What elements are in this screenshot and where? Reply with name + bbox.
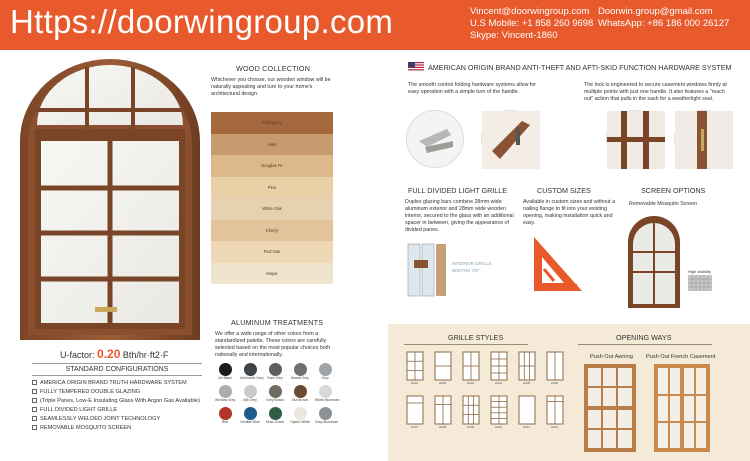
hardware-hinge-image (406, 110, 464, 168)
screen-options-description: Removable Mosquito Screen (629, 201, 698, 207)
contact-skype: Skype: Vincent-1860 (470, 30, 558, 41)
grille-pattern-icon (546, 351, 564, 381)
wood-collection-title: WOOD COLLECTION (236, 64, 311, 73)
grille-code: G002 (438, 381, 447, 385)
grille-pattern-icon (518, 395, 536, 425)
grille-code: G004 (494, 381, 503, 385)
aluminum-color-item (265, 385, 285, 402)
grille-style-item (404, 395, 425, 429)
color-swatch (319, 407, 332, 420)
grille-style-item (516, 351, 537, 385)
grille-code: G003 (466, 381, 475, 385)
header-banner (0, 0, 750, 50)
standard-configurations (32, 363, 202, 433)
grille-style-item (404, 351, 425, 385)
screen-window-image (624, 212, 684, 312)
screen-options-title: SCREEN OPTIONS (641, 186, 706, 195)
opening-option-awning: Push Out Awning (590, 354, 633, 360)
color-name: Nut Brown (292, 398, 308, 402)
color-swatch (269, 363, 282, 376)
color-name: Grey (321, 376, 329, 380)
color-name: Silk Grey (243, 398, 257, 402)
hardware-lock-image (606, 110, 664, 168)
color-name: Moss Green (265, 420, 285, 424)
grille-code: G009 (466, 425, 475, 429)
contact-mobile: U.S Mobile: +1 858 260 9698 (470, 18, 594, 29)
color-name: Oyster White (290, 420, 310, 424)
grille-cross-section-image (404, 240, 454, 300)
color-name: Dark Grey (267, 376, 283, 380)
grille-code: G010 (494, 425, 503, 429)
color-swatch (294, 363, 307, 376)
aluminum-color-item (265, 363, 285, 380)
checkbox-icon (32, 416, 37, 421)
custom-sizes-description: Available in custom sizes and without a nailing flange to fit into your existing opening, making installation quick and easy. (523, 199, 616, 226)
grille-style-item (488, 351, 509, 385)
wood-swatch: Douglas Fir (211, 155, 333, 177)
color-name: Basalt Grey (291, 376, 309, 380)
french-casement-window-image (650, 362, 714, 454)
standard-configurations-title: STANDARD CONFIGURATIONS (32, 363, 202, 376)
aluminum-color-item (215, 407, 235, 424)
color-swatch (269, 407, 282, 420)
wood-swatch: Alder (211, 134, 333, 156)
grille-style-item (516, 395, 537, 429)
aluminum-color-item (240, 385, 260, 402)
grille-pattern-icon (434, 395, 452, 425)
color-swatch (269, 385, 282, 398)
awning-window-image (582, 362, 638, 454)
checkbox-icon (32, 398, 37, 403)
grille-code: G005 (522, 381, 531, 385)
grille-feature-description: Duplex glazing bars combine 28mm wide aluminum exterior and 28mm wide wooden interior, secured to the glass with an additional spacer in between, giving the appearance of divided panes. (405, 199, 514, 233)
checkbox-icon (32, 407, 37, 412)
wood-swatch: White Oak (211, 198, 333, 220)
hardware-description-left: The smooth control folding hardware systems allow for easy operation with a simple turn of the handle. (408, 82, 537, 95)
color-swatch (294, 385, 307, 398)
color-swatch (244, 407, 257, 420)
grille-style-item (460, 395, 481, 429)
grille-pattern-icon (518, 351, 536, 381)
wood-swatch: Mahogany (211, 112, 333, 134)
color-swatch (244, 385, 257, 398)
aluminum-color-item (265, 407, 285, 424)
color-name: White Aluminum (315, 398, 340, 402)
grille-pattern-icon (546, 395, 564, 425)
grille-code: G001 (410, 381, 419, 385)
aluminum-treatments-description: We offer a wide range of other colors from a standardized palette. These colors are carefully selected based on the most popular choices both nationally and internationally. (215, 331, 331, 358)
color-swatch (319, 385, 332, 398)
grille-pattern-icon (490, 395, 508, 425)
grille-pattern-icon (462, 395, 480, 425)
divider (578, 344, 712, 345)
aluminum-color-item (215, 385, 235, 402)
grille-pattern-icon (406, 351, 424, 381)
color-name: Anthracite Grey (240, 376, 264, 380)
aluminum-color-item (315, 363, 335, 380)
color-name: Gentian Blue (240, 420, 260, 424)
color-swatch (294, 407, 307, 420)
grille-style-item (460, 351, 481, 385)
color-name: Window Grey (215, 398, 236, 402)
color-swatch (319, 363, 332, 376)
u-factor-unit: Bth/hr·ft2·F (122, 350, 169, 360)
grille-pattern-icon (406, 395, 424, 425)
grille-feature-title: FULL DIVIDED LIGHT GRILLE (408, 186, 508, 195)
grille-styles-grid (404, 351, 565, 429)
grille-code: G012 (550, 425, 559, 429)
grille-code: G006 (550, 381, 559, 385)
divider (404, 344, 528, 345)
grille-style-item (432, 351, 453, 385)
hardware-description-right: The lock is engineered to secure casement windows firmly at multiple points with just one handle. It also features a "reach out" action that pulls in the sash for a weatherlight seal. (584, 82, 727, 102)
u-factor-value: 0.20 (97, 347, 121, 361)
color-name: Red (221, 420, 229, 424)
aluminum-color-item (240, 407, 260, 424)
aluminum-color-item (315, 385, 340, 402)
grille-code: G007 (410, 425, 419, 429)
aluminum-color-item (290, 363, 310, 380)
contact-block-doorwin (598, 6, 729, 30)
arched-window-image (15, 55, 205, 345)
wood-swatch: Maple (211, 263, 333, 285)
grille-style-item (544, 351, 565, 385)
site-url[interactable]: Https://doorwingroup.com (10, 3, 394, 40)
screen-visibility-label: High visibility (688, 269, 712, 274)
aluminum-color-item (290, 385, 310, 402)
u-factor-rating (60, 347, 168, 361)
hardware-handle-image (481, 110, 539, 168)
grille-pattern-icon (490, 351, 508, 381)
grille-style-item (544, 395, 565, 429)
wood-swatch: Cherry (211, 220, 333, 242)
aluminum-color-item (215, 363, 235, 380)
aluminum-color-item (315, 407, 339, 424)
config-item: REMOVABLE MOSQUITO SCREEN (32, 424, 202, 433)
aluminum-color-grid (215, 363, 340, 424)
config-item: FULL DIVIDED LIGHT GRILLE (32, 406, 202, 415)
contact-email-2[interactable]: Doorwin.group@gmail.com (598, 6, 713, 17)
aluminum-treatments-title: ALUMINUM TREATMENTS (231, 318, 324, 327)
custom-sizes-badge: CUSTOM SIZES (536, 284, 578, 290)
grille-pattern-icon (434, 351, 452, 381)
grille-styles-title: GRILLE STYLES (448, 333, 504, 342)
grille-width-label: INTERIOR GRILLE WIDTHS 7/8" (452, 261, 492, 273)
contact-block-vincent (470, 6, 593, 42)
config-item: FULLY TEMPERED DOUBLE GLAZING (32, 388, 202, 397)
aluminum-color-item (240, 363, 264, 380)
checkbox-icon (32, 380, 37, 385)
color-name: Grey Aluminum (315, 420, 339, 424)
wood-swatch: Red Oak (211, 241, 333, 263)
opening-ways-title: OPENING WAYS (616, 333, 672, 342)
color-name: Grey Brown (266, 398, 284, 402)
grille-style-item (488, 395, 509, 429)
us-flag-icon (408, 62, 424, 72)
wood-collection-description: Whichever you choose, our wooden window will be naturally appealing and ture to your home's architectural design. (211, 77, 331, 97)
custom-sizes-title: CUSTOM SIZES (537, 186, 591, 195)
grille-pattern-icon (462, 351, 480, 381)
color-swatch (219, 407, 232, 420)
mesh-sample-image (688, 275, 712, 291)
wood-swatch: Pine (211, 177, 333, 199)
checkbox-icon (32, 425, 37, 430)
config-item: AMERICA ORIGIN BRAND TRUTH HARDWARE SYSTEM (32, 379, 202, 388)
grille-code: G011 (522, 425, 531, 429)
color-swatch (219, 363, 232, 376)
checkbox-icon (32, 389, 37, 394)
grille-style-item (432, 395, 453, 429)
hardware-latch-image (674, 110, 732, 168)
aluminum-color-item (290, 407, 310, 424)
contact-whatsapp: WhatsApp: +86 186 000 26127 (598, 18, 730, 29)
wood-swatch-list (211, 112, 333, 284)
color-name: Jet Black (218, 376, 232, 380)
config-item: (Triple Panes, Low-E Insulating Glass With Argon Gas Available) (32, 397, 202, 406)
opening-option-french-casement: Push Out French Casement (646, 354, 716, 360)
grille-code: G008 (438, 425, 447, 429)
contact-email[interactable]: Vincent@doorwingroup.com (470, 6, 590, 17)
u-factor-label: U-factor: (60, 350, 95, 360)
color-swatch (219, 385, 232, 398)
hardware-title: AMERICAN ORIGIN BRAND ANTI-THEFT AND AFTI-SKID FUNCTION HARDWARE SYSTEM (428, 63, 732, 72)
config-item: SEAMLESSLY WELDED JOINT TECHNOLOGY (32, 415, 202, 424)
color-swatch (244, 363, 257, 376)
